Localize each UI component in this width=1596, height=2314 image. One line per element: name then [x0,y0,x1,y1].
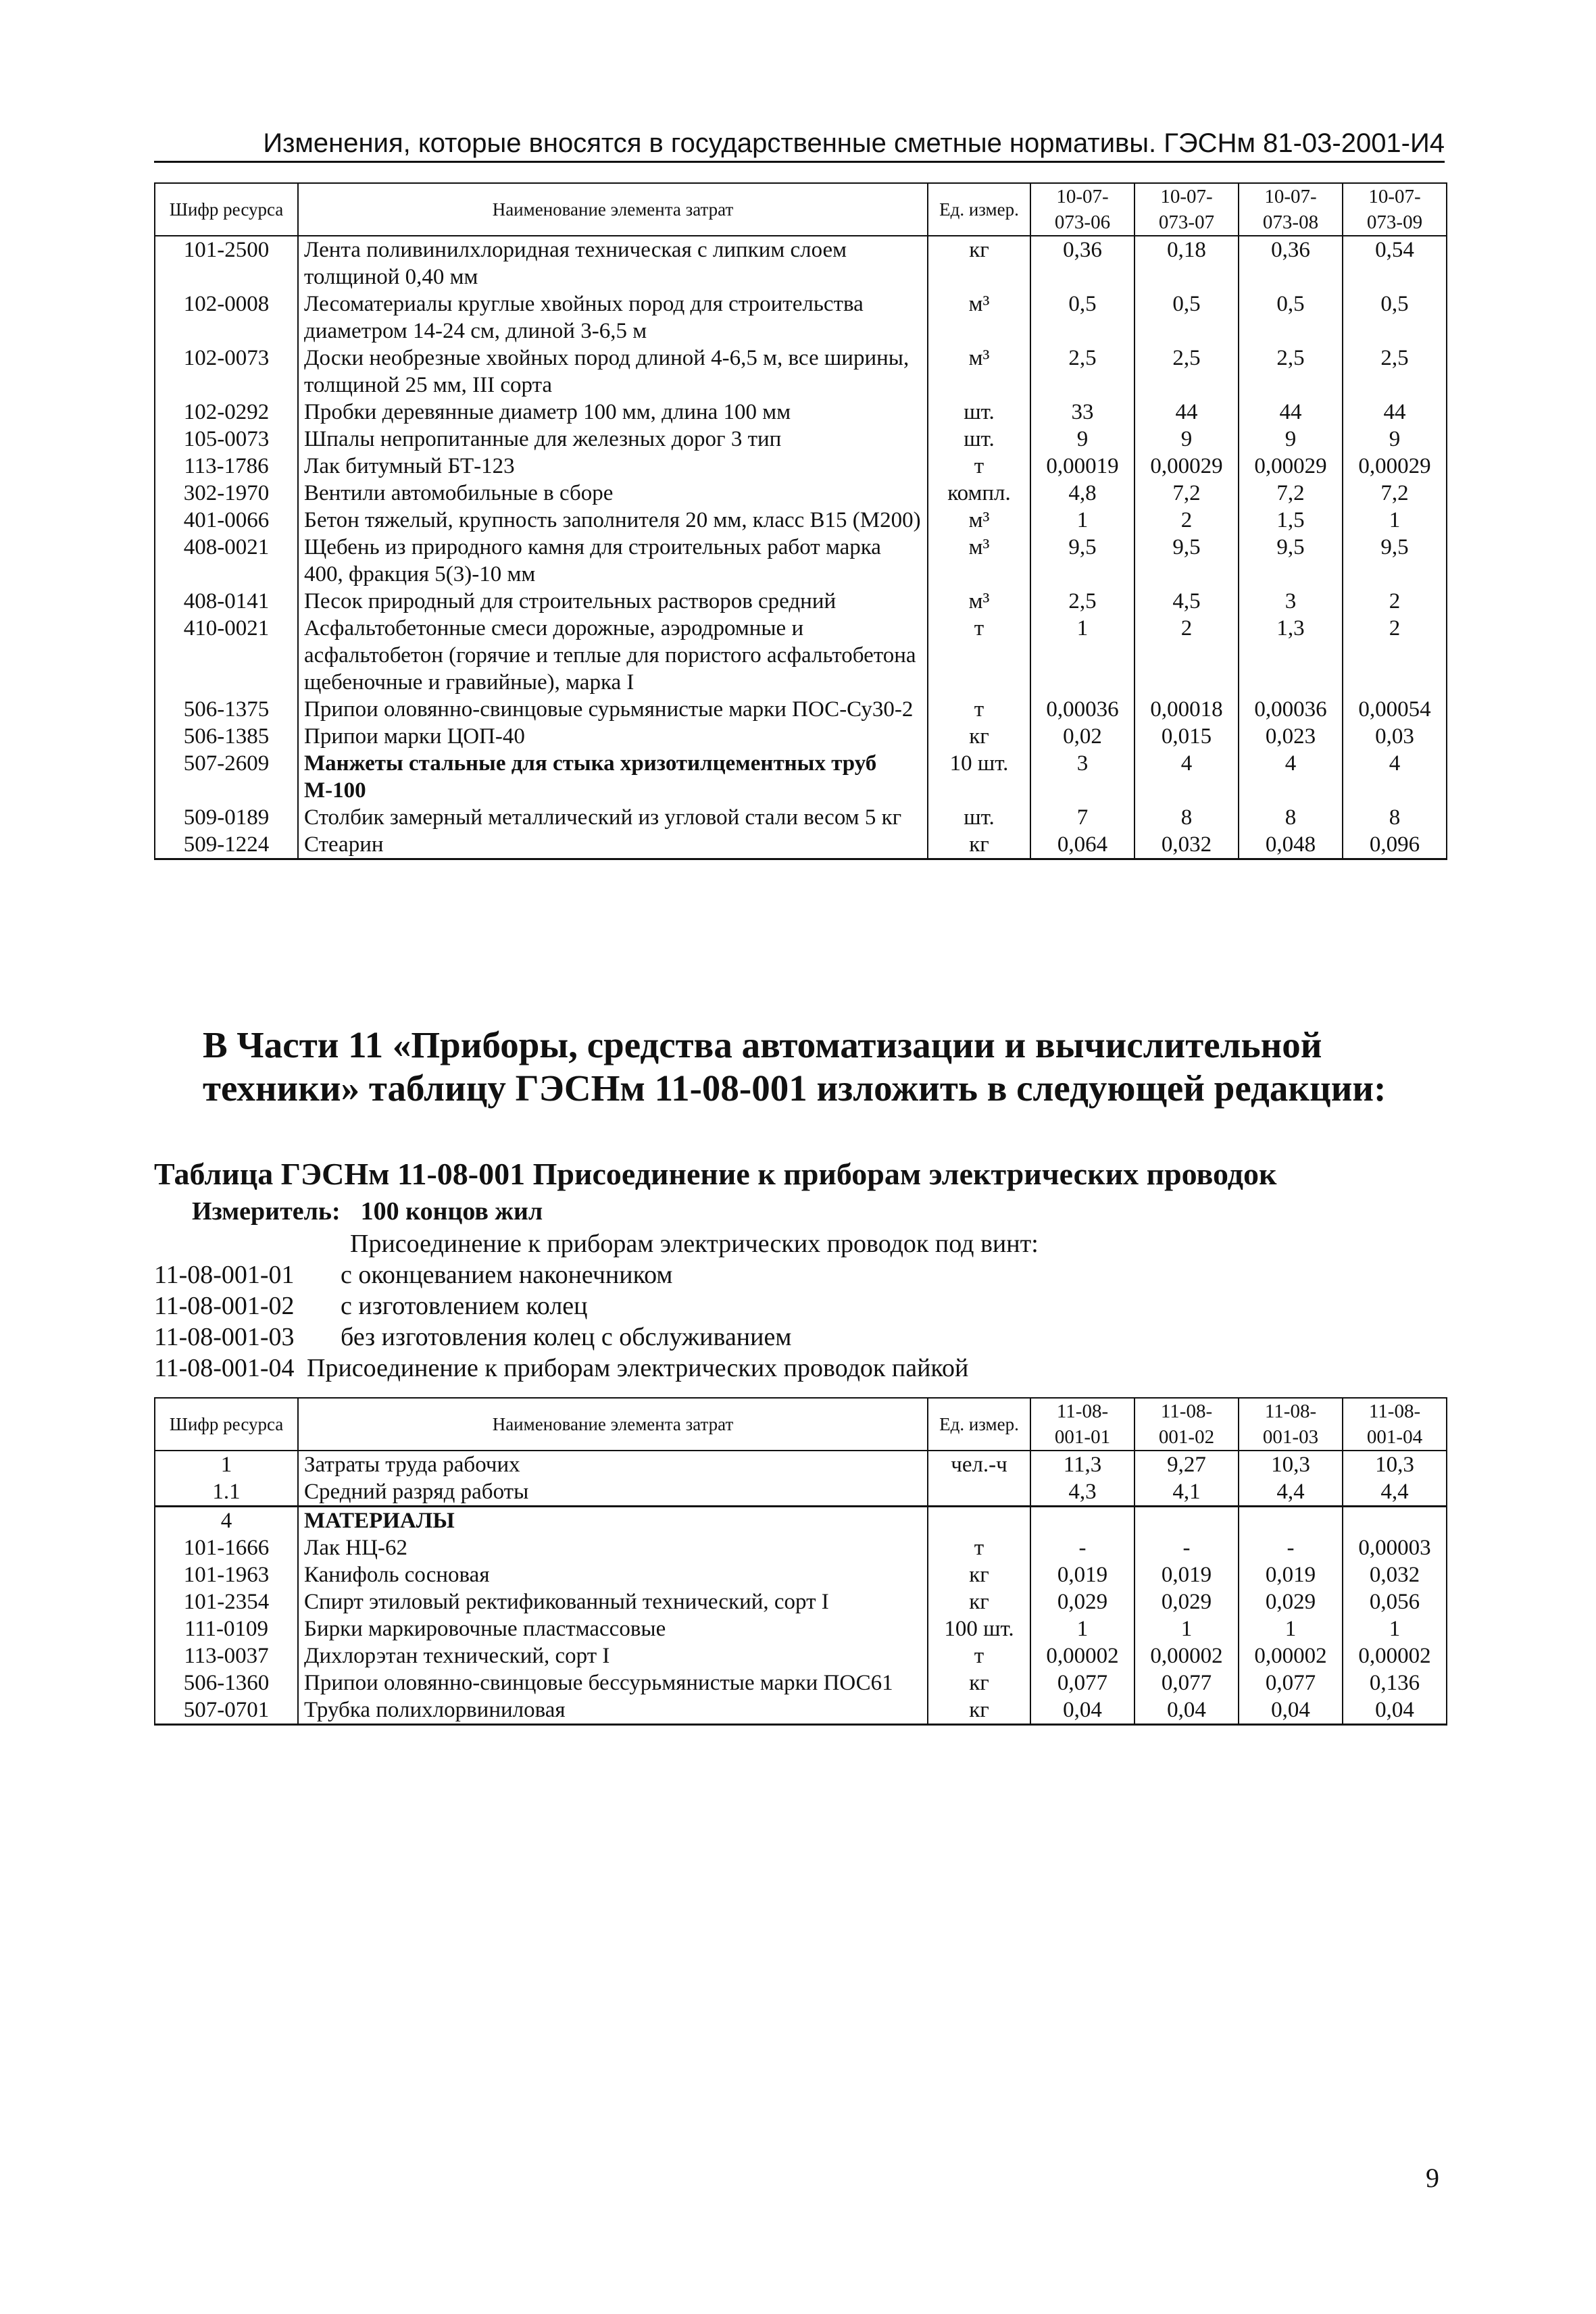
unit-of-measure [928,1478,1030,1507]
table2-body [155,1451,1447,1725]
section-title: В Части 11 «Приборы, средства автоматизации и вычислительной техники» таблицу ГЭСНм 11-08-001 изложить в следующей редакции: [203,1024,1387,1109]
norm-value: - [1134,1534,1239,1561]
norm-value: 0,00003 [1343,1534,1447,1561]
table-row [155,723,1447,750]
table-row [155,804,1447,831]
unit-of-measure: т [928,696,1030,723]
resource-code: 507-2609 [155,750,298,804]
norm-value: 0,04 [1239,1696,1343,1725]
norm-value: 1 [1030,507,1134,534]
unit-of-measure: кг [928,1696,1030,1725]
resource-name: Стеарин [298,831,928,859]
norm-value: 2 [1134,615,1239,696]
norm-value: 0,18 [1134,236,1239,291]
unit-of-measure: т [928,453,1030,480]
norm-value: 0,032 [1134,831,1239,859]
resource-name: Щебень из природного камня для строительных работ марка 400, фракция 5(3)-10 мм [298,534,928,588]
table-row [155,236,1447,291]
norm-row [154,1259,968,1290]
col-header-name: Наименование элемента затрат [298,183,928,236]
resource-code: 506-1375 [155,696,298,723]
norm-value: 7,2 [1134,480,1239,507]
table-row [155,480,1447,507]
norm-value: 0,02 [1030,723,1134,750]
norm-value: 4,1 [1134,1478,1239,1507]
norm-value: 0,04 [1030,1696,1134,1725]
table1-body [155,236,1447,859]
measure-value: 100 концов жил [360,1197,543,1226]
norm-value: 0,5 [1030,291,1134,345]
norm-row [154,1322,968,1353]
resource-code: 1 [155,1451,298,1478]
resource-code: 101-1666 [155,1534,298,1561]
norm-value: 0,056 [1343,1588,1447,1615]
norm-value: 0,5 [1343,291,1447,345]
norm-value: 0,00019 [1030,453,1134,480]
resource-name: Бирки маркировочные пластмассовые [298,1615,928,1642]
norm-value: 0,36 [1239,236,1343,291]
table-row [155,1588,1447,1615]
norm-value: 3 [1030,750,1134,804]
table-row [155,588,1447,615]
unit-of-measure: м³ [928,345,1030,399]
resource-name: Лента поливинилхлоридная техническая с липким слоем толщиной 0,40 мм [298,236,928,291]
resource-name: Спирт этиловый ректификованный технический, сорт I [298,1588,928,1615]
table-row [155,399,1447,426]
norm-value: 0,00018 [1134,696,1239,723]
table-row [155,750,1447,804]
resource-code: 113-0037 [155,1642,298,1669]
norm-value: 1 [1030,1615,1134,1642]
table-row [155,1478,1447,1507]
norm-value: 10,3 [1239,1451,1343,1478]
norm-value: 44 [1343,399,1447,426]
norm-value: 4,5 [1134,588,1239,615]
norm-value: 1 [1030,615,1134,696]
norm-value: 33 [1030,399,1134,426]
norm-value: 0,04 [1343,1696,1447,1725]
resource-name: Средний разряд работы [298,1478,928,1507]
norm-list [154,1259,968,1384]
norm-value: 8 [1343,804,1447,831]
resource-code: 506-1385 [155,723,298,750]
norm-value: 8 [1134,804,1239,831]
resource-name: Доски необрезные хвойных пород длиной 4-6,5 м, все ширины, толщиной 25 мм, III сорта [298,345,928,399]
resource-table-2 [154,1397,1447,1726]
col-header-norm-2: 10-07- 073-07 [1134,183,1239,236]
resource-name: Дихлорэтан технический, сорт I [298,1642,928,1669]
norm-value: 0,023 [1239,723,1343,750]
norm-value: 0,032 [1343,1561,1447,1588]
table-row [155,1696,1447,1725]
norm-value: 0,077 [1030,1669,1134,1696]
norm-value: 9 [1239,426,1343,453]
resource-name: Канифоль сосновая [298,1561,928,1588]
norm-value: 3 [1239,588,1343,615]
norm-value: 0,04 [1134,1696,1239,1725]
norm-value: 0,5 [1134,291,1239,345]
norm-value: 4 [1343,750,1447,804]
norm-value: 2,5 [1030,345,1134,399]
norm-value: 2 [1343,615,1447,696]
norm-value: 0,00002 [1134,1642,1239,1669]
norm-value: 2,5 [1030,588,1134,615]
resource-code: 102-0292 [155,399,298,426]
norm-value: 0,029 [1030,1588,1134,1615]
unit-of-measure: м³ [928,291,1030,345]
unit-of-measure: м³ [928,507,1030,534]
norm-value: 1 [1239,1615,1343,1642]
col-header-code: Шифр ресурса [155,1398,298,1451]
norm-value: 4,4 [1239,1478,1343,1507]
table-row [155,507,1447,534]
resource-name: Шпалы непропитанные для железных дорог 3 тип [298,426,928,453]
norm-value: 1 [1343,507,1447,534]
norm-value: - [1030,1534,1134,1561]
resource-code: 506-1360 [155,1669,298,1696]
table-row [155,1561,1447,1588]
norm-value: 2 [1343,588,1447,615]
norm-code: 11-08-001-03 [154,1323,295,1351]
norm-value: 2 [1134,507,1239,534]
resource-code: 1.1 [155,1478,298,1507]
unit-of-measure: шт. [928,399,1030,426]
norm-value: 0,136 [1343,1669,1447,1696]
table-row [155,453,1447,480]
resource-code: 101-2500 [155,236,298,291]
norm-value: 0,077 [1239,1669,1343,1696]
col-header-norm-3: 11-08- 001-03 [1239,1398,1343,1451]
norm-text: без изготовления колец с обслуживанием [341,1323,792,1351]
norm-value: 1 [1343,1615,1447,1642]
resource-code: 509-0189 [155,804,298,831]
norm-value: 7 [1030,804,1134,831]
norm-value: 10,3 [1343,1451,1447,1478]
norm-value: 1 [1134,1615,1239,1642]
norm-value: 0,00002 [1343,1642,1447,1669]
resource-name: Бетон тяжелый, крупность заполнителя 20 мм, класс В15 (М200) [298,507,928,534]
norm-value: 0,048 [1239,831,1343,859]
unit-of-measure: шт. [928,426,1030,453]
resource-code: 4 [155,1507,298,1535]
unit-of-measure: т [928,1534,1030,1561]
resource-code: 102-0008 [155,291,298,345]
norm-value: 9 [1030,426,1134,453]
norm-code: 11-08-001-01 [154,1261,295,1289]
table-row [155,1534,1447,1561]
resource-name: МАТЕРИАЛЫ [298,1507,928,1535]
unit-of-measure: 10 шт. [928,750,1030,804]
norm-value: 0,00036 [1239,696,1343,723]
norm-value: 8 [1239,804,1343,831]
norm-value: 4,3 [1030,1478,1134,1507]
norm-row [154,1290,968,1322]
norm-value: 9,27 [1134,1451,1239,1478]
unit-of-measure: м³ [928,534,1030,588]
resource-code: 105-0073 [155,426,298,453]
norm-value: 0,00029 [1239,453,1343,480]
norm-value: 0,5 [1239,291,1343,345]
page-number: 9 [1426,2163,1439,2193]
norm-value: 2,5 [1343,345,1447,399]
col-header-norm-2: 11-08- 001-02 [1134,1398,1239,1451]
running-header: Изменения, которые вносятся в государственные сметные нормативы. ГЭСНм 81-03-2001-И4 [263,128,1445,158]
norm-value: 0,064 [1030,831,1134,859]
col-header-norm-4: 10-07- 073-09 [1343,183,1447,236]
norm-value: 0,077 [1134,1669,1239,1696]
norm-code: 11-08-001-02 [154,1292,295,1320]
norm-value: 0,36 [1030,236,1134,291]
resource-name: Припои марки ЦОП-40 [298,723,928,750]
unit-of-measure: т [928,1642,1030,1669]
measure-label: Измеритель: [192,1197,341,1226]
norm-value: 9 [1343,426,1447,453]
norm-value: 0,03 [1343,723,1447,750]
norm-value: 9,5 [1239,534,1343,588]
resource-name: Пробки деревянные диаметр 100 мм, длина 100 мм [298,399,928,426]
norm-value: 0,00036 [1030,696,1134,723]
norm-value: 0,00002 [1239,1642,1343,1669]
unit-of-measure [928,1507,1030,1535]
norm-text: с изготовлением колец [341,1292,588,1320]
table-row [155,696,1447,723]
table-row [155,1451,1447,1478]
norm-value: 0,00002 [1030,1642,1134,1669]
norm-value: 0,029 [1239,1588,1343,1615]
unit-of-measure: кг [928,723,1030,750]
resource-name: Асфальтобетонные смеси дорожные, аэродромные и асфальтобетон (горячие и теплые для пористого асфальтобетона щебеночные и гравийные), марка I [298,615,928,696]
norm-code: 11-08-001-04 [154,1354,295,1382]
norm-intro: Присоединение к приборам электрических проводок под винт: [350,1230,1039,1258]
table-row [155,291,1447,345]
col-header-code: Шифр ресурса [155,183,298,236]
resource-code: 111-0109 [155,1615,298,1642]
norm-value: 7,2 [1343,480,1447,507]
norm-value: 4,4 [1343,1478,1447,1507]
norm-value: 0,096 [1343,831,1447,859]
norm-value: 0,029 [1134,1588,1239,1615]
norm-value: 0,019 [1134,1561,1239,1588]
norm-value: 9,5 [1134,534,1239,588]
resource-code: 102-0073 [155,345,298,399]
resource-code: 401-0066 [155,507,298,534]
measure-line [192,1196,543,1227]
norm-value: 2,5 [1134,345,1239,399]
norm-text: Присоединение к приборам электрических проводок пайкой [307,1354,969,1382]
unit-of-measure: кг [928,831,1030,859]
resource-code: 410-0021 [155,615,298,696]
col-header-unit: Ед. измер. [928,183,1030,236]
resource-name: Лак НЦ-62 [298,1534,928,1561]
resource-code: 507-0701 [155,1696,298,1725]
table-row [155,345,1447,399]
norm-value: 9,5 [1343,534,1447,588]
col-header-norm-3: 10-07- 073-08 [1239,183,1343,236]
table-row [155,1669,1447,1696]
table-row [155,426,1447,453]
header-rule [154,161,1445,163]
norm-value [1343,1507,1447,1535]
norm-value: 1,3 [1239,615,1343,696]
norm-value: 0,00029 [1134,453,1239,480]
norm-value: - [1239,1534,1343,1561]
unit-of-measure: кг [928,236,1030,291]
resource-name: Трубка полихлорвиниловая [298,1696,928,1725]
unit-of-measure: м³ [928,588,1030,615]
table-row [155,615,1447,696]
resource-table-1 [154,182,1447,860]
norm-value: 44 [1239,399,1343,426]
unit-of-measure: кг [928,1669,1030,1696]
resource-name: Столбик замерный металлический из угловой стали весом 5 кг [298,804,928,831]
col-header-norm-1: 10-07- 073-06 [1030,183,1134,236]
norm-row [154,1353,968,1384]
norm-value: 0,00029 [1343,453,1447,480]
resource-code: 509-1224 [155,831,298,859]
norm-value [1030,1507,1134,1535]
unit-of-measure: 100 шт. [928,1615,1030,1642]
norm-value: 44 [1134,399,1239,426]
resource-name: Припои оловянно-свинцовые сурьмянистые марки ПОС-Су30-2 [298,696,928,723]
resource-code: 101-1963 [155,1561,298,1588]
norm-value: 4 [1134,750,1239,804]
col-header-norm-1: 11-08- 001-01 [1030,1398,1134,1451]
resource-name: Манжеты стальные для стыка хризотилцементных труб М-100 [298,750,928,804]
unit-of-measure: кг [928,1561,1030,1588]
unit-of-measure: т [928,615,1030,696]
table-row [155,1507,1447,1535]
norm-value: 0,54 [1343,236,1447,291]
table-row [155,1615,1447,1642]
norm-value [1239,1507,1343,1535]
unit-of-measure: кг [928,1588,1030,1615]
unit-of-measure: шт. [928,804,1030,831]
resource-name: Песок природный для строительных растворов средний [298,588,928,615]
norm-value: 0,015 [1134,723,1239,750]
norm-value: 4 [1239,750,1343,804]
norm-value: 4,8 [1030,480,1134,507]
unit-of-measure: компл. [928,480,1030,507]
norm-text: с оконцеванием наконечником [341,1261,673,1289]
resource-name: Припои оловянно-свинцовые бессурьмянистые марки ПОС61 [298,1669,928,1696]
norm-value: 9 [1134,426,1239,453]
norm-value: 11,3 [1030,1451,1134,1478]
col-header-unit: Ед. измер. [928,1398,1030,1451]
norm-value: 0,019 [1239,1561,1343,1588]
table-row [155,1642,1447,1669]
norm-value: 0,019 [1030,1561,1134,1588]
table-title: Таблица ГЭСНм 11-08-001 Присоединение к приборам электрических проводок [154,1157,1277,1191]
unit-of-measure: чел.-ч [928,1451,1030,1478]
resource-name: Лесоматериалы круглые хвойных пород для строительства диаметром 14-24 см, длиной 3-6,5 м [298,291,928,345]
norm-value [1134,1507,1239,1535]
resource-code: 113-1786 [155,453,298,480]
resource-name: Вентили автомобильные в сборе [298,480,928,507]
norm-value: 9,5 [1030,534,1134,588]
col-header-norm-4: 11-08- 001-04 [1343,1398,1447,1451]
norm-value: 7,2 [1239,480,1343,507]
table-row [155,831,1447,859]
resource-code: 408-0141 [155,588,298,615]
norm-value: 0,00054 [1343,696,1447,723]
resource-name: Лак битумный БТ-123 [298,453,928,480]
norm-value: 1,5 [1239,507,1343,534]
resource-code: 101-2354 [155,1588,298,1615]
norm-value: 2,5 [1239,345,1343,399]
resource-code: 408-0021 [155,534,298,588]
resource-code: 302-1970 [155,480,298,507]
resource-name: Затраты труда рабочих [298,1451,928,1478]
table-row [155,534,1447,588]
col-header-name: Наименование элемента затрат [298,1398,928,1451]
